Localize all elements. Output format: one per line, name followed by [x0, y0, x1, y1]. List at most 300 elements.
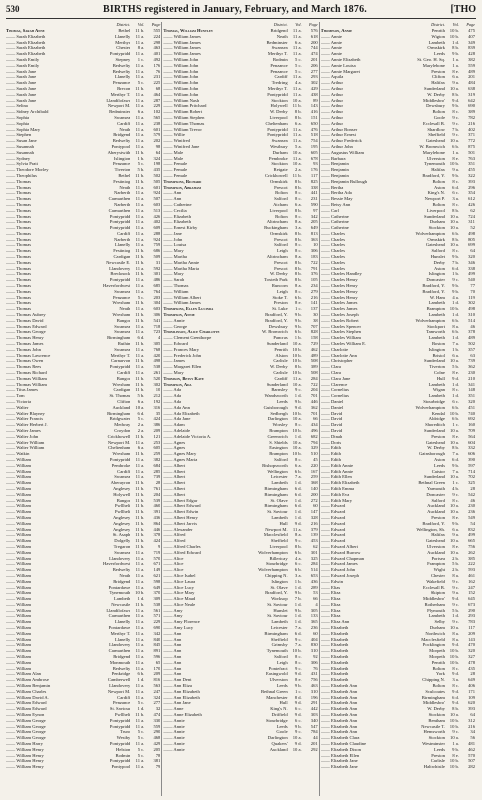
entry-volume: 3 a. [452, 677, 459, 683]
entry-volume: 11 a. [135, 741, 145, 747]
entry-name: —— Sarah Elizabeth [6, 39, 46, 45]
entry-name: —— Arthur [320, 91, 343, 97]
entry-page: 451 [468, 404, 475, 410]
entry-district: Penrith [431, 659, 445, 665]
entry-district: Liverpool [269, 114, 288, 120]
entry-district: Islington [271, 578, 288, 584]
entry-district: Bradford, Y. [422, 520, 445, 526]
entry-page: 312 [468, 717, 475, 723]
entry-page: 561 [153, 607, 161, 613]
entry-district: Bedwelty [112, 138, 131, 144]
entry-volume: 6 c. [295, 717, 302, 723]
entry-page: 564 [468, 433, 475, 439]
entry-volume: 10 a. [450, 213, 459, 219]
entry-page: 231 [310, 196, 318, 202]
entry-volume: 8 b. [294, 114, 302, 120]
entry-page: 540 [468, 277, 475, 283]
entry-volume: 6 b. [137, 671, 145, 677]
entry-volume: 10 a. [292, 161, 302, 167]
entry-district: Haltwhistle [423, 764, 445, 770]
entry-name: —— Elizabeth Ann [320, 706, 358, 712]
entry-district: Brampton [426, 306, 445, 312]
entry-district: Bradford, Y. [265, 317, 288, 323]
entry-volume: 10 a. [292, 445, 302, 451]
entry-volume: 11 a. [135, 230, 145, 236]
entry-volume: 6 d. [137, 410, 145, 416]
entry-page: 363 [310, 236, 318, 242]
entry-name: —— Elizabeth Ann [320, 683, 358, 689]
entry-name: —— Sarah Jane [6, 74, 37, 80]
entry-name: —— William [6, 648, 32, 654]
entry-district: Bedminster [266, 39, 288, 45]
entry-name: —— Charles Joseph [320, 312, 359, 318]
entry-page: 322 [468, 172, 475, 178]
entry-name: —— Elias [320, 584, 341, 590]
entry-page: 426 [468, 201, 475, 207]
entry-page: 385 [468, 555, 475, 561]
entry-name: —— Edward [320, 514, 346, 520]
entry-volume: 6 b. [452, 317, 459, 323]
entry-name: —— Cecilia [163, 207, 187, 213]
entry-name: —— Ann Elizabeth [163, 688, 200, 694]
entry-name: —— Annie [320, 51, 342, 57]
entry-name: —— William Thomas [163, 120, 205, 126]
entry-name: —— Edith Mary [320, 497, 353, 503]
entry-name: —— Charles [320, 230, 346, 236]
entry-district: Liverpool [269, 543, 288, 549]
entry-district: Haverfordwest [103, 561, 131, 567]
entry-page: 53 [313, 590, 318, 596]
entry-district: Prescot [274, 259, 288, 265]
entry-district: Tynemouth [424, 161, 445, 167]
entry-name: —— William John [163, 68, 199, 74]
entry-district: Ulverston [426, 543, 445, 549]
entry-district: Marylebone [422, 62, 445, 68]
entry-name: —— William Nash [163, 97, 200, 103]
entry-volume: 9 b. [294, 312, 302, 318]
entry-district: Pontypridd [109, 225, 131, 231]
entry-district: Helston [116, 746, 131, 752]
entry-page: 66 [313, 416, 318, 422]
entry-name: —— William Edward [6, 706, 47, 712]
entry-name: —— Victoria [6, 399, 32, 404]
entry-page: 302 [153, 381, 161, 387]
entry-name: —— Thomas John [6, 346, 41, 352]
entry-page: 204 [153, 491, 161, 497]
entry-volume: 9 d. [294, 712, 302, 718]
entry-district: Clifton [431, 74, 445, 80]
entry-district: Salford [274, 654, 288, 660]
entry-district: Ulverston [426, 155, 445, 161]
entry-volume: 8 a. [295, 532, 302, 538]
entry-volume: 9 c. [295, 538, 302, 544]
entry-district: Merthyr T. [110, 91, 131, 97]
entry-name: —— Edward Chapman [320, 555, 365, 561]
entry-volume: 6 c. [452, 399, 459, 404]
entry-page: 158 [310, 335, 318, 341]
entry-district: Aston [434, 456, 445, 462]
entry-district: Carmarthen [108, 648, 131, 654]
entry-name: —— Sarah Elizabeth [6, 51, 46, 57]
entry-volume: 11 a. [292, 91, 302, 97]
entry-district: King's N. [270, 706, 288, 712]
entry-page: 277 [153, 700, 161, 706]
entry-name: —— Charles Henry [320, 294, 358, 300]
register-columns [6, 22, 476, 796]
entry-page: 924 [153, 236, 161, 242]
entry-page: 542 [468, 491, 475, 497]
entry-volume: 9 d. [452, 375, 459, 381]
entry-volume: 1 d. [294, 480, 302, 486]
entry-volume: 10 b. [449, 758, 459, 764]
entry-district: Leeds [276, 399, 288, 404]
entry-page: 229 [153, 619, 161, 625]
entry-page: 442 [310, 706, 318, 712]
entry-page: 685 [153, 283, 161, 289]
entry-district: Pontypridd [109, 364, 131, 370]
entry-name: —— Augustus William [320, 149, 365, 155]
header-vol: Vol. [295, 22, 302, 27]
entry-volume: 10 a. [450, 509, 459, 515]
entry-name: —— Charles Henry [320, 283, 358, 289]
entry-volume: 11 a. [135, 694, 145, 700]
entry-volume: 11 a. [135, 758, 145, 764]
entry-name: —— William [6, 630, 32, 636]
entry-page: 309 [153, 596, 161, 602]
entry-district: Boston [431, 341, 445, 347]
entry-district: Bodmin [272, 56, 288, 62]
entry-name: —— William Edward [6, 700, 47, 706]
entry-page: 603 [153, 306, 161, 312]
entry-page: 381 [153, 758, 161, 764]
entry-name: —— Sophia Mary [6, 126, 41, 132]
entry-page: 224 [153, 33, 161, 39]
entry-page: 292 [310, 746, 318, 752]
entry-page: 170 [153, 665, 161, 671]
entry-name: —— Ann [163, 190, 182, 196]
entry-district: Marylebone [422, 149, 445, 155]
entry-district: Durham [429, 219, 445, 225]
entry-volume: 11 a. [135, 120, 145, 126]
entry-name: —— William [6, 567, 32, 573]
entry-page: 593 [468, 567, 475, 573]
entry-name: —— Edith Ellen [320, 474, 352, 480]
entry-volume: 9 c. [452, 729, 459, 735]
entry-page: 598 [153, 578, 161, 584]
entry-name: —— Walter Francis [6, 416, 44, 422]
entry-district: Ecclesall B. [423, 120, 445, 126]
entry-volume: 6 b. [294, 294, 302, 300]
entry-page: 498 [468, 306, 475, 312]
entry-name: —— Daniel [320, 404, 344, 410]
entry-volume: 9 b. [452, 283, 459, 289]
entry-page: 476 [310, 126, 318, 132]
entry-volume: 11 a. [135, 619, 145, 625]
entry-name: —— Charles William E. [320, 341, 367, 347]
entry-district: Yarmouth [426, 485, 445, 491]
entry-district: Llanelly [115, 242, 131, 248]
header-dist: District. [273, 22, 288, 27]
entry-district: Tynemouth [109, 590, 131, 596]
entry-district: Swansea [114, 474, 131, 480]
entry-page: 319 [468, 91, 475, 97]
entry-district: St. Saviour [109, 706, 131, 712]
entry-name: —— Adelaide Victoria A. [163, 433, 212, 439]
entry-name: Thompson, Ada [163, 381, 192, 387]
entry-page: 825 [310, 178, 318, 184]
entry-district: Preston [431, 752, 445, 758]
entry-name: —— William Harry [6, 741, 43, 747]
entry-volume: 11 a. [292, 526, 302, 532]
entry-district: Prescot [274, 236, 288, 242]
entry-name: —— Betsy Ann [320, 201, 351, 207]
entry-name: —— Arthur [320, 80, 343, 86]
entry-name: —— William [6, 485, 32, 491]
entry-page: 368 [310, 480, 318, 486]
entry-page: 702 [468, 474, 475, 480]
entry-district: Penrith [431, 28, 445, 33]
entry-page: 143 [310, 103, 318, 109]
entry-name: —— Eliza Ann [320, 619, 350, 625]
entry-page: 60 [313, 630, 318, 636]
register-column-2 [161, 22, 317, 796]
entry-district: Carmarthen [108, 613, 131, 619]
entry-name: —— William [6, 509, 32, 515]
entry-district: Liverpool [269, 207, 288, 213]
entry-volume: 9 b. [452, 462, 459, 468]
entry-volume: 10 a. [292, 341, 302, 347]
entry-page: 453 [310, 538, 318, 544]
entry-volume: 3 a. [295, 572, 302, 578]
entry-volume: 11 a. [135, 138, 145, 144]
entry-volume: 11 b. [135, 28, 145, 33]
entry-volume: 11 a. [135, 103, 145, 109]
entry-page: 441 [310, 190, 318, 196]
entry-name: —— Annie [163, 735, 185, 741]
entry-name: Thomas, William Huntley [163, 28, 214, 33]
entry-volume: 11 b. [135, 485, 145, 491]
entry-page: 891 [153, 648, 161, 654]
entry-volume: 9 c. [452, 619, 459, 625]
entry-page: 46 [470, 497, 475, 503]
entry-volume: 8 c. [452, 665, 459, 671]
entry-name: —— Elizabeth Claudine [320, 741, 367, 747]
entry-district: Bedminster [109, 109, 131, 115]
entry-name: —— William [6, 555, 32, 561]
entry-district: Toxteth Park [264, 277, 288, 283]
entry-page: 206 [310, 62, 318, 68]
entry-district: Sunderland [424, 427, 445, 433]
entry-volume: 6 c. [295, 706, 302, 712]
entry-page: 216 [310, 294, 318, 300]
entry-page: 137 [310, 306, 318, 312]
entry-district: Carmarthen [108, 207, 131, 213]
entry-page: 463 [310, 683, 318, 689]
entry-name: —— Catherine [320, 213, 349, 219]
entry-district: Bridgend [113, 654, 131, 660]
entry-volume: 8 a. [295, 219, 302, 225]
entry-volume: 6 d. [294, 503, 302, 509]
entry-volume: 8 b. [452, 45, 459, 51]
entry-district: Sculcoates [425, 688, 445, 694]
entry-name: —— William George [6, 735, 46, 741]
entry-name: —— Mary [163, 248, 184, 254]
entry-name: —— William [6, 543, 32, 549]
entry-page: 296 [468, 184, 475, 190]
entry-volume: 8 e. [452, 752, 459, 758]
entry-volume: 8 e. [452, 155, 459, 161]
entry-page: 362 [310, 404, 318, 410]
entry-page: 342 [153, 630, 161, 636]
entry-name: —— Elizabeth [320, 648, 349, 654]
entry-name: —— Dinah [320, 433, 343, 439]
entry-district: Auckland [427, 549, 445, 555]
entry-page: 301 [310, 549, 318, 555]
entry-name: —— Walter Herbert J. [6, 422, 48, 428]
entry-page: 601 [153, 126, 161, 132]
entry-district: Wrexham [112, 312, 131, 318]
entry-district: Bolton [432, 109, 445, 115]
entry-volume: 11 b. [135, 601, 145, 607]
entry-page: 324 [153, 694, 161, 700]
entry-name: —— William Henry [6, 758, 44, 764]
entry-name: —— Albert [163, 480, 186, 486]
entry-district: Neath [119, 306, 131, 312]
entry-page: 192 [153, 399, 161, 404]
entry-name: —— Anne Elizabeth [163, 712, 202, 718]
entry-name: —— James [163, 358, 185, 364]
entry-name: —— Edith [320, 456, 341, 462]
entry-district: Durham [429, 625, 445, 631]
entry-page: 351 [468, 161, 475, 167]
entry-volume: 6 a. [295, 39, 302, 45]
entry-district: Gateshead [425, 242, 445, 248]
entry-volume: 2 a. [295, 167, 302, 173]
entry-page: 830 [310, 642, 318, 648]
entry-name: —— William [6, 596, 32, 602]
entry-district: Shoreditch [425, 422, 445, 428]
entry-volume: 10 b. [292, 427, 302, 433]
entry-district: Runcorn [271, 283, 288, 289]
entry-name: —— Albert [163, 462, 186, 468]
entry-volume: 10 a. [450, 439, 459, 445]
entry-page: 484 [468, 80, 475, 86]
entry-name: —— Edward John [320, 567, 356, 573]
entry-volume: 11 b. [135, 433, 145, 439]
entry-page: 390 [468, 456, 475, 462]
entry-district: Rotherham [424, 601, 445, 607]
entry-volume: 11 b. [135, 497, 145, 503]
entry-name: —— Elizabeth [163, 213, 192, 219]
entry-page: 64 [470, 248, 475, 254]
entry-page: 328 [310, 514, 318, 520]
entry-volume: 10 b. [449, 764, 459, 770]
entry-volume: 11 b. [135, 491, 145, 497]
entry-page: 261 [153, 370, 161, 376]
register-entry [6, 764, 160, 770]
entry-name: —— Thomas Aubrey [6, 312, 46, 318]
entry-name: —— Male [163, 155, 184, 161]
entry-name: —— Annie [163, 317, 185, 323]
entry-name: —— Ann [163, 671, 182, 677]
entry-district: Narberth [114, 190, 131, 196]
entry-district: Newport M. [107, 103, 131, 109]
entry-page: 455 [468, 167, 475, 173]
entry-page: 324 [153, 155, 161, 161]
entry-volume: 11 a. [135, 474, 145, 480]
entry-name: —— Albert Edwin [163, 509, 199, 515]
entry-district: Wigton [431, 33, 445, 39]
entry-name: —— Thomas [6, 213, 32, 219]
entry-volume: 11 a. [292, 155, 302, 161]
entry-district: Lambeth [428, 613, 445, 619]
entry-page: 502 [153, 172, 161, 178]
entry-district: Prescot [274, 265, 288, 271]
entry-volume: 11 a. [135, 74, 145, 80]
entry-district: Easington [269, 445, 288, 451]
entry-volume: 11 b. [135, 520, 145, 526]
entry-name: —— Bertha Ada [320, 190, 352, 196]
entry-volume: 11 a. [135, 659, 145, 665]
entry-volume: 8 a. [452, 323, 459, 329]
entry-district: Greenwich [267, 433, 288, 439]
entry-page: 338 [310, 184, 318, 190]
entry-volume: 1 d. [294, 433, 302, 439]
entry-district: Westbury [270, 143, 288, 149]
header-page: Page [309, 22, 318, 27]
entry-page: 4 [315, 601, 318, 607]
entry-volume: 10 a. [450, 503, 459, 509]
entry-page: 435 [468, 665, 475, 671]
entry-district: Salford [274, 242, 288, 248]
entry-volume: 6 b. [452, 143, 459, 149]
entry-name: —— Edward [320, 538, 346, 544]
entry-volume: 11 b. [135, 532, 145, 538]
entry-district: Newcastle [111, 601, 131, 607]
entry-volume: 1 d. [294, 584, 302, 590]
entry-name: —— Female [163, 161, 188, 167]
entry-page: 507 [468, 758, 475, 764]
entry-name: —— Sydney [6, 155, 31, 161]
entry-name: —— Elizabeth [320, 636, 349, 642]
entry-page: 342 [310, 213, 318, 219]
entry-page: 875 [468, 143, 475, 149]
entry-district: Worsley [272, 422, 288, 428]
entry-volume: 10 b. [135, 590, 145, 596]
entry-district: Anglesey [112, 526, 131, 532]
entry-volume: 8 b. [452, 706, 459, 712]
entry-name: —— William David A. [6, 694, 49, 700]
entry-name: —— William James [163, 300, 201, 306]
entry-district: Bridgend [113, 132, 131, 138]
entry-name: —— Thomas [6, 265, 32, 271]
entry-district: Doncaster [426, 277, 445, 283]
entry-volume: 8 b. [294, 277, 302, 283]
entry-district: Salford [431, 248, 445, 254]
entry-district: Lambeth [114, 596, 131, 602]
entry-name: —— Carl [320, 207, 339, 213]
entry-page: 379 [310, 526, 318, 532]
entry-page: 424 [153, 416, 161, 422]
entry-name: —— William Eynon [6, 712, 45, 718]
entry-district: Gateshead [425, 439, 445, 445]
entry-name: —— Louisa [163, 242, 187, 248]
entry-district: Cardiff [117, 120, 131, 126]
entry-page: 4 [158, 335, 161, 341]
entry-volume: 11 a. [292, 45, 302, 51]
entry-district: Neath [119, 126, 131, 132]
entry-page: 340 [310, 717, 318, 723]
